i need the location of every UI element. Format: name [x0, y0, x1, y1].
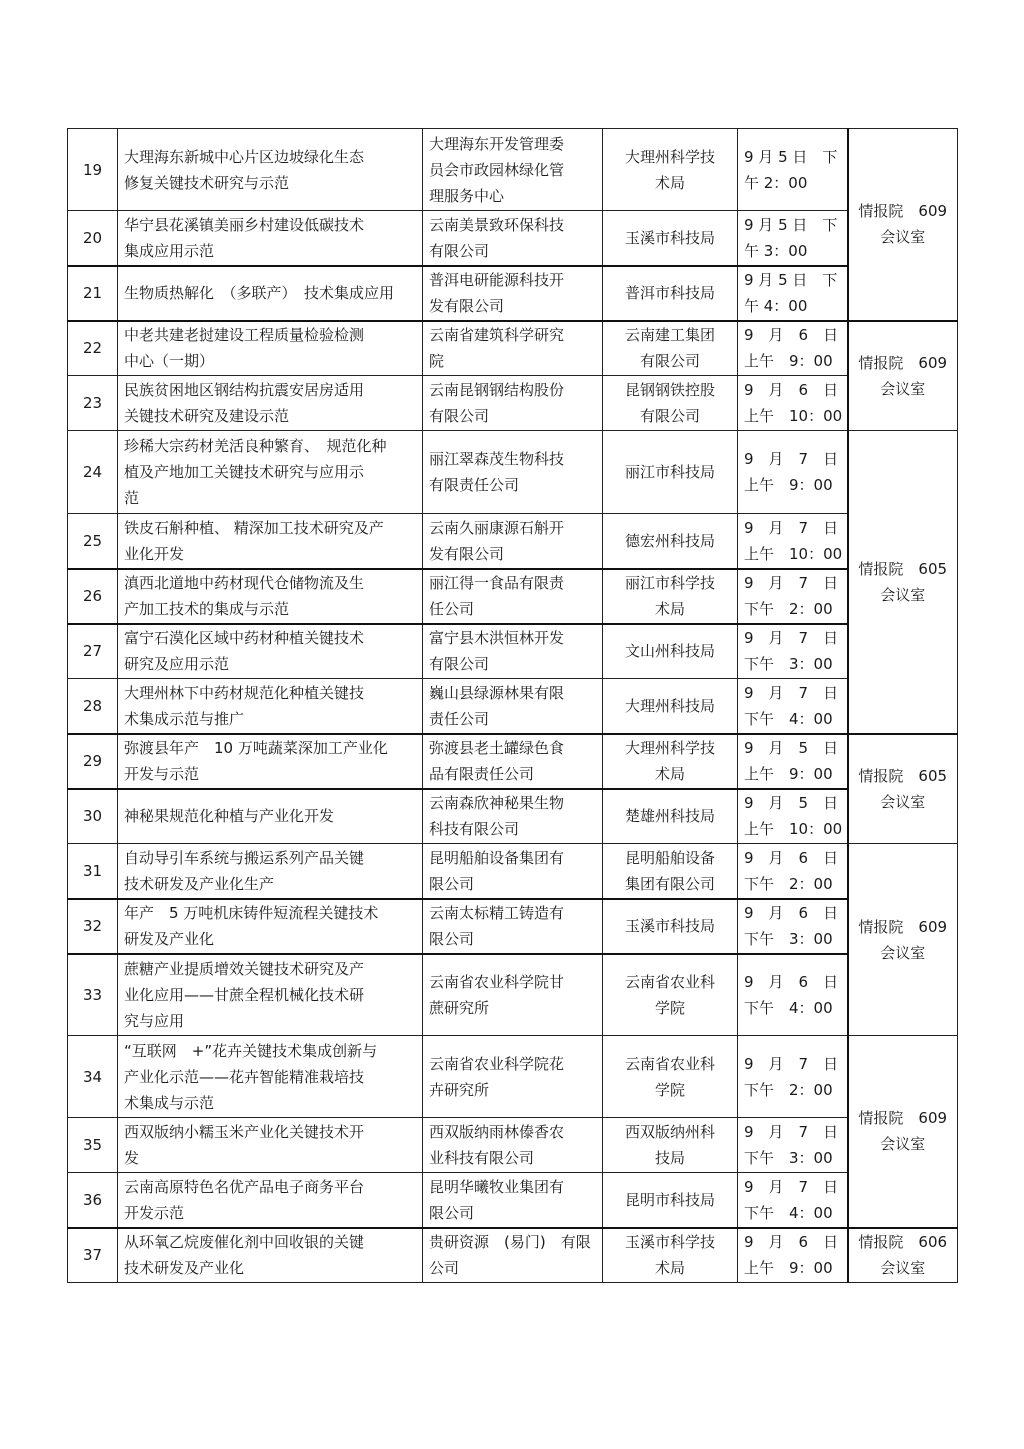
project-title-line: 开发与示范: [124, 765, 200, 783]
project-title-line: 生物质热解化 （多联产） 技术集成应用: [124, 284, 395, 302]
undertaking-unit-line: 责任公司: [429, 709, 490, 728]
recommending-department: [603, 569, 738, 624]
meeting-room-line: 情报院 609: [858, 202, 948, 221]
meeting-time-line: 9 月 6 日: [744, 904, 839, 922]
project-title-line: 业化应用——甘蔗全程机械化技术研: [124, 985, 365, 1004]
project-title-line: “互联网 +”花卉关键技术集成创新与: [124, 1041, 378, 1060]
recommending-department: [603, 1228, 738, 1283]
undertaking-unit-line: 蔗研究所: [429, 998, 490, 1017]
meeting-room: [848, 1036, 958, 1228]
recommending-department-line: 云南省农业科: [624, 972, 715, 991]
meeting-room-line: 会议室: [880, 1135, 926, 1154]
undertaking-unit: [423, 376, 603, 431]
schedule-table: [67, 128, 958, 1283]
project-title-line: 开发示范: [124, 1203, 185, 1222]
table-row: [68, 1228, 958, 1283]
meeting-time-line: 9 月 7 日: [744, 683, 839, 702]
project-title-line: 发: [124, 1149, 140, 1167]
project-title: [118, 266, 423, 321]
row-number: 34: [68, 1036, 118, 1118]
meeting-time-line: 9 月 7 日: [744, 1054, 839, 1073]
meeting-time-line: 下午 2：00: [744, 874, 833, 893]
recommending-department-line: 玉溪市科技局: [624, 917, 715, 935]
project-title-line: 自动导引车系统与搬运系列产品关键: [124, 848, 365, 867]
meeting-time-line: 午 3：00: [744, 241, 808, 260]
meeting-room-line: 会议室: [880, 1259, 926, 1278]
meeting-time: [738, 569, 848, 624]
undertaking-unit-line: 有限公司: [429, 655, 490, 674]
project-title-line: 神秘果规范化种植与产业化开发: [124, 807, 335, 826]
table-row: [68, 734, 958, 789]
meeting-time-line: 午 4：00: [744, 297, 808, 315]
meeting-time-line: 上午 9：00: [744, 352, 833, 371]
meeting-time-line: 下午 4：00: [744, 998, 833, 1017]
project-title: [118, 899, 423, 954]
row-number: 29: [68, 734, 118, 789]
undertaking-unit-line: 云南昆钢钢结构股份: [429, 381, 565, 399]
meeting-room-line: 情报院 609: [858, 1109, 948, 1128]
meeting-time-line: 9 月 5 日 下: [744, 215, 838, 234]
undertaking-unit-line: 云南太标精工铸造有: [429, 904, 565, 922]
undertaking-unit-line: 昆明华曦牧业集团有: [429, 1177, 565, 1196]
recommending-department-line: 玉溪市科技局: [624, 228, 715, 247]
project-title-line: 弥渡县年产 10 万吨蔬菜深加工产业化: [124, 739, 388, 757]
recommending-department-line: 昆钢钢铁控股: [624, 381, 715, 399]
project-title-line: 云南高原特色名优产品电子商务平台: [124, 1177, 365, 1196]
meeting-time-line: 9 月 5 日 下: [744, 271, 838, 289]
row-number: 35: [68, 1118, 118, 1173]
undertaking-unit-line: 云南森欣神秘果生物: [429, 794, 565, 813]
undertaking-unit-line: 丽江翠森茂生物科技: [429, 450, 565, 468]
recommending-department: [603, 624, 738, 679]
project-title: [118, 1118, 423, 1173]
undertaking-unit-line: 有限公司: [429, 407, 490, 425]
meeting-time: [738, 954, 848, 1036]
recommending-department-line: 术局: [654, 173, 685, 192]
undertaking-unit-line: 巍山县绿源林果有限: [429, 683, 565, 702]
table-row: [68, 844, 958, 899]
undertaking-unit: [423, 321, 603, 376]
table-row: [68, 789, 958, 844]
meeting-time: [738, 321, 848, 376]
project-title: [118, 624, 423, 679]
recommending-department: [603, 734, 738, 789]
project-title: [118, 569, 423, 624]
meeting-room-line: 会议室: [880, 792, 926, 811]
table-row: [68, 569, 958, 624]
row-number: 32: [68, 899, 118, 954]
project-title: [118, 954, 423, 1036]
row-number: 22: [68, 321, 118, 376]
project-title: [118, 514, 423, 569]
undertaking-unit-line: 弥渡县老土罐绿色食: [429, 739, 565, 757]
meeting-time: [738, 1036, 848, 1118]
recommending-department-line: 西双版纳州科: [624, 1123, 715, 1141]
meeting-time-line: 上午 9：00: [744, 1259, 833, 1278]
undertaking-unit-line: 云南省农业科学院花: [429, 1054, 565, 1073]
project-title-line: 西双版纳小糯玉米产业化关键技术开: [124, 1123, 365, 1141]
recommending-department-line: 术局: [654, 1259, 685, 1278]
undertaking-unit-line: 云南省农业科学院甘: [429, 972, 565, 991]
recommending-department: [603, 129, 738, 211]
meeting-time-line: 9 月 7 日: [744, 629, 839, 648]
meeting-time-line: 下午 2：00: [744, 1080, 833, 1099]
project-title-line: 范: [124, 489, 140, 507]
meeting-time-line: 午 2：00: [744, 173, 808, 192]
undertaking-unit-line: 大理海东开发管理委: [429, 134, 565, 153]
meeting-time: [738, 129, 848, 211]
undertaking-unit: [423, 1118, 603, 1173]
row-number: 23: [68, 376, 118, 431]
project-title-line: 富宁石漠化区域中药材种植关键技术: [124, 629, 365, 648]
project-title-line: 集成应用示范: [124, 241, 215, 260]
project-title: [118, 789, 423, 844]
recommending-department-line: 玉溪市科学技: [624, 1233, 715, 1252]
meeting-room: [848, 129, 958, 321]
meeting-time: [738, 734, 848, 789]
recommending-department-line: 普洱市科技局: [624, 284, 715, 302]
undertaking-unit-line: 普洱电研能源科技开: [429, 271, 565, 289]
meeting-time: [738, 211, 848, 266]
table-row: [68, 211, 958, 266]
recommending-department-line: 术局: [654, 600, 685, 618]
meeting-room: [848, 321, 958, 431]
undertaking-unit: [423, 1228, 603, 1283]
project-title-line: 技术研发及产业化: [124, 1259, 245, 1278]
meeting-room-line: 情报院 609: [858, 353, 948, 372]
table-row: [68, 129, 958, 211]
undertaking-unit: [423, 129, 603, 211]
project-title: [118, 321, 423, 376]
meeting-time-line: 9 月 6 日: [744, 1233, 839, 1252]
undertaking-unit: [423, 679, 603, 734]
undertaking-unit-line: 品有限责任公司: [429, 765, 535, 783]
row-number: 31: [68, 844, 118, 899]
table-row: [68, 376, 958, 431]
project-title-line: 术集成与示范: [124, 1093, 215, 1112]
meeting-time-line: 上午 10：00: [744, 407, 843, 425]
meeting-time-line: 9 月 6 日: [744, 326, 839, 345]
meeting-time: [738, 679, 848, 734]
recommending-department-line: 昆明市科技局: [624, 1190, 715, 1209]
recommending-department-line: 大理州科学技: [624, 739, 715, 757]
recommending-department: [603, 431, 738, 514]
recommending-department-line: 有限公司: [639, 407, 700, 425]
table-row: [68, 1036, 958, 1118]
project-title-line: 研究及应用示范: [124, 655, 230, 674]
meeting-room-line: 情报院 605: [858, 766, 948, 785]
meeting-time-line: 下午 3：00: [744, 1149, 833, 1167]
project-title-line: 技术研发及产业化生产: [124, 874, 275, 893]
meeting-time-line: 下午 4：00: [744, 709, 833, 728]
project-title-line: 大理海东新城中心片区边坡绿化生态: [124, 147, 365, 166]
table-row: [68, 514, 958, 569]
undertaking-unit: [423, 514, 603, 569]
project-title-line: 滇西北道地中药材现代仓储物流及生: [124, 574, 365, 592]
meeting-time: [738, 514, 848, 569]
project-title: [118, 1173, 423, 1228]
undertaking-unit-line: 任公司: [429, 600, 475, 618]
meeting-room-line: 会议室: [880, 379, 926, 398]
recommending-department-line: 技局: [654, 1149, 685, 1167]
row-number: 25: [68, 514, 118, 569]
row-number: 19: [68, 129, 118, 211]
meeting-time-line: 9 月 5 日 下: [744, 147, 838, 166]
meeting-time-line: 9 月 7 日: [744, 574, 839, 592]
recommending-department-line: 丽江市科学技: [624, 574, 715, 592]
project-title: [118, 1036, 423, 1118]
undertaking-unit-line: 科技有限公司: [429, 820, 520, 839]
recommending-department: [603, 899, 738, 954]
recommending-department: [603, 376, 738, 431]
recommending-department-line: 术局: [654, 765, 685, 783]
project-title-line: 产业化示范——花卉智能精准栽培技: [124, 1067, 365, 1086]
recommending-department: [603, 1036, 738, 1118]
table-row: [68, 624, 958, 679]
recommending-department-line: 云南省农业科: [624, 1054, 715, 1073]
meeting-time-line: 9 月 7 日: [744, 1123, 839, 1141]
undertaking-unit: [423, 211, 603, 266]
meeting-time: [738, 899, 848, 954]
undertaking-unit: [423, 789, 603, 844]
row-number: 27: [68, 624, 118, 679]
recommending-department: [603, 211, 738, 266]
recommending-department-line: 学院: [654, 1080, 685, 1099]
undertaking-unit-line: 云南省建筑科学研究: [429, 326, 565, 345]
meeting-room-line: 情报院 605: [858, 559, 948, 578]
undertaking-unit-line: 有限公司: [429, 241, 490, 260]
undertaking-unit-line: 业科技有限公司: [429, 1149, 535, 1167]
recommending-department-line: 有限公司: [639, 352, 700, 371]
recommending-department: [603, 679, 738, 734]
undertaking-unit: [423, 624, 603, 679]
undertaking-unit-line: 发有限公司: [429, 297, 505, 315]
meeting-time: [738, 844, 848, 899]
undertaking-unit: [423, 899, 603, 954]
undertaking-unit-line: 限公司: [429, 874, 475, 893]
undertaking-unit-line: 限公司: [429, 930, 475, 948]
project-title: [118, 734, 423, 789]
project-title-line: 大理州林下中药材规范化种植关键技: [124, 683, 365, 702]
meeting-time-line: 9 月 7 日: [744, 1177, 839, 1196]
meeting-time-line: 9 月 6 日: [744, 972, 839, 991]
row-number: 24: [68, 431, 118, 514]
table-row: [68, 431, 958, 514]
recommending-department-line: 德宏州科技局: [624, 531, 715, 550]
project-title-line: 业化开发: [124, 544, 185, 563]
project-title: [118, 376, 423, 431]
undertaking-unit-line: 富宁县木洪恒林开发: [429, 629, 565, 648]
meeting-time-line: 下午 4：00: [744, 1203, 833, 1222]
project-title-line: 植及产地加工关键技术研究与应用示: [124, 463, 365, 481]
meeting-room-line: 会议室: [880, 585, 926, 604]
recommending-department-line: 云南建工集团: [624, 326, 715, 345]
undertaking-unit-line: 云南久丽康源石斛开: [429, 518, 565, 537]
project-title-line: 从环氧乙烷废催化剂中回收银的关键: [124, 1233, 365, 1252]
meeting-time-line: 上午 9：00: [744, 765, 833, 783]
meeting-time-line: 9 月 7 日: [744, 450, 839, 468]
recommending-department-line: 集团有限公司: [624, 874, 715, 893]
table-row: [68, 321, 958, 376]
meeting-room: [848, 734, 958, 844]
meeting-time-line: 上午 9：00: [744, 476, 833, 494]
undertaking-unit-line: 昆明船舶设备集团有: [429, 848, 565, 867]
undertaking-unit-line: 院: [429, 352, 445, 371]
project-title-line: 术集成示范与推广: [124, 709, 245, 728]
meeting-time: [738, 266, 848, 321]
recommending-department-line: 昆明船舶设备: [624, 848, 715, 867]
undertaking-unit-line: 员会市政园林绿化管: [429, 160, 565, 179]
project-title-line: 产加工技术的集成与示范: [124, 600, 290, 618]
row-number: 33: [68, 954, 118, 1036]
row-number: 30: [68, 789, 118, 844]
meeting-time: [738, 624, 848, 679]
recommending-department: [603, 789, 738, 844]
row-number: 36: [68, 1173, 118, 1228]
undertaking-unit-line: 限公司: [429, 1203, 475, 1222]
meeting-room: [848, 431, 958, 734]
row-number: 20: [68, 211, 118, 266]
undertaking-unit: [423, 266, 603, 321]
row-number: 37: [68, 1228, 118, 1283]
recommending-department: [603, 954, 738, 1036]
undertaking-unit-line: 西双版纳雨林傣香农: [429, 1123, 565, 1141]
recommending-department-line: 大理州科技局: [624, 696, 715, 715]
table-row: [68, 1173, 958, 1228]
recommending-department: [603, 321, 738, 376]
undertaking-unit: [423, 844, 603, 899]
undertaking-unit-line: 云南美景致环保科技: [429, 215, 565, 234]
project-title: [118, 679, 423, 734]
undertaking-unit: [423, 1036, 603, 1118]
project-title-line: 珍稀大宗药材羌活良种繁育、 规范化种: [124, 437, 387, 455]
row-number: 21: [68, 266, 118, 321]
undertaking-unit: [423, 431, 603, 514]
meeting-room-line: 会议室: [880, 228, 926, 247]
project-title: [118, 211, 423, 266]
project-title-line: 修复关键技术研究与示范: [124, 173, 290, 192]
undertaking-unit: [423, 954, 603, 1036]
recommending-department-line: 丽江市科技局: [624, 463, 715, 481]
undertaking-unit: [423, 1173, 603, 1228]
undertaking-unit: [423, 569, 603, 624]
undertaking-unit-line: 理服务中心: [429, 186, 505, 205]
meeting-time-line: 下午 3：00: [744, 930, 833, 948]
table-row: [68, 954, 958, 1036]
undertaking-unit-line: 有限责任公司: [429, 476, 520, 494]
meeting-room-line: 情报院 609: [858, 917, 948, 936]
meeting-time: [738, 431, 848, 514]
recommending-department: [603, 1118, 738, 1173]
project-title-line: 华宁县花溪镇美丽乡村建设低碳技术: [124, 215, 365, 234]
meeting-time-line: 9 月 6 日: [744, 381, 839, 399]
project-title-line: 年产 5 万吨机床铸件短流程关键技术: [124, 904, 379, 922]
meeting-room-line: 情报院 606: [858, 1233, 948, 1252]
meeting-time-line: 上午 10：00: [744, 544, 843, 563]
project-title-line: 关键技术研究及建设示范: [124, 407, 290, 425]
meeting-room: [848, 844, 958, 1036]
meeting-time-line: 9 月 7 日: [744, 518, 839, 537]
undertaking-unit: [423, 734, 603, 789]
undertaking-unit-line: 卉研究所: [429, 1080, 490, 1099]
table-row: [68, 899, 958, 954]
meeting-room: [848, 1228, 958, 1283]
project-title-line: 研发及产业化: [124, 930, 215, 948]
meeting-time: [738, 1173, 848, 1228]
row-number: 28: [68, 679, 118, 734]
meeting-time: [738, 376, 848, 431]
undertaking-unit-line: 贵研资源 (易门) 有限: [429, 1233, 591, 1252]
meeting-time: [738, 789, 848, 844]
meeting-time-line: 9 月 6 日: [744, 848, 839, 867]
recommending-department: [603, 844, 738, 899]
recommending-department: [603, 266, 738, 321]
meeting-time-line: 下午 3：00: [744, 655, 833, 674]
meeting-time-line: 9 月 5 日: [744, 794, 839, 813]
project-title-line: 中老共建老挝建设工程质量检验检测: [124, 326, 365, 345]
project-title-line: 究与应用: [124, 1011, 185, 1030]
schedule-table-body: [68, 129, 958, 1283]
recommending-department-line: 大理州科学技: [624, 147, 715, 166]
meeting-time-line: 9 月 5 日: [744, 739, 839, 757]
meeting-time: [738, 1118, 848, 1173]
project-title-line: 民族贫困地区钢结构抗震安居房适用: [124, 381, 365, 399]
project-title-line: 中心（一期）: [124, 352, 215, 371]
project-title-line: 铁皮石斛种植、 精深加工技术研究及产: [124, 518, 384, 537]
project-title-line: 蔗糖产业提质增效关键技术研究及产: [124, 959, 365, 978]
undertaking-unit-line: 发有限公司: [429, 544, 505, 563]
row-number: 26: [68, 569, 118, 624]
recommending-department-line: 文山州科技局: [624, 642, 715, 661]
meeting-time-line: 下午 2：00: [744, 600, 833, 618]
meeting-room-line: 会议室: [880, 943, 926, 962]
recommending-department-line: 学院: [654, 998, 685, 1017]
table-row: [68, 1118, 958, 1173]
meeting-time: [738, 1228, 848, 1283]
table-row: [68, 679, 958, 734]
table-row: [68, 266, 958, 321]
recommending-department: [603, 1173, 738, 1228]
undertaking-unit-line: 丽江得一食品有限责: [429, 574, 565, 592]
project-title: [118, 1228, 423, 1283]
recommending-department: [603, 514, 738, 569]
project-title: [118, 431, 423, 514]
project-title: [118, 129, 423, 211]
meeting-time-line: 上午 10：00: [744, 820, 843, 839]
project-title: [118, 844, 423, 899]
recommending-department-line: 楚雄州科技局: [624, 807, 715, 826]
undertaking-unit-line: 公司: [429, 1259, 460, 1278]
